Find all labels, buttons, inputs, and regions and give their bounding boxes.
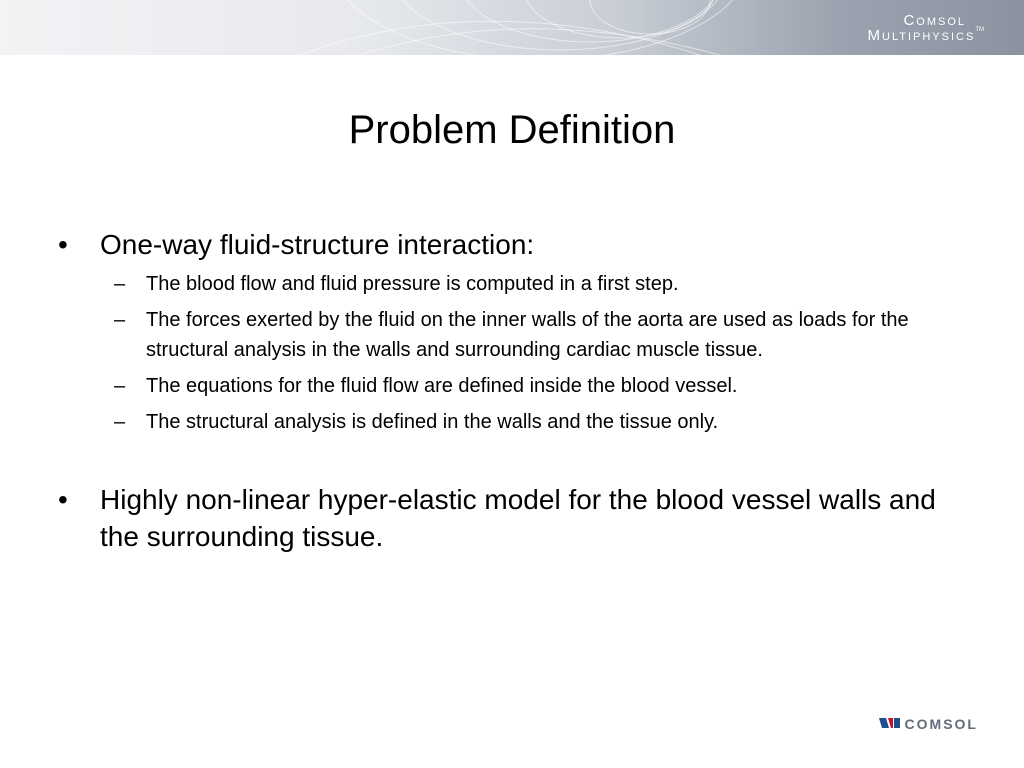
brand-line-comsol: Comsol bbox=[903, 12, 966, 29]
bullet-mark: • bbox=[58, 229, 68, 260]
comsol-logo-icon bbox=[879, 716, 901, 730]
subitem-structural bbox=[58, 407, 978, 437]
brand-line-multiphysics bbox=[868, 27, 984, 44]
header-banner bbox=[0, 0, 1024, 55]
bullet-fsi bbox=[58, 226, 978, 263]
subitem-forces bbox=[58, 305, 978, 365]
brand-multiphysics-text: Multiphysics bbox=[867, 27, 976, 44]
bullet-mark: • bbox=[58, 484, 68, 515]
subitem-text: The equations for the fluid flow are defined inside the blood vessel. bbox=[146, 375, 738, 397]
bullet-hyperelastic bbox=[58, 481, 978, 555]
trademark-mark: TM bbox=[975, 27, 984, 33]
comsol-footer-logo bbox=[879, 714, 978, 734]
slide-title: Problem Definition bbox=[348, 108, 676, 152]
sub-mark: – bbox=[114, 309, 126, 331]
bullet-text: One-way fluid-structure interaction: bbox=[100, 229, 535, 260]
slide-content bbox=[58, 226, 978, 555]
subitem-blood-flow bbox=[58, 269, 978, 299]
spacer bbox=[58, 437, 978, 481]
comsol-multiphysics-logo bbox=[868, 12, 984, 44]
comsol-logo-text: COMSOL bbox=[904, 716, 978, 732]
subitem-fluid-equations bbox=[58, 371, 978, 401]
sub-mark: – bbox=[114, 273, 126, 295]
sub-mark: – bbox=[114, 375, 126, 397]
sub-mark: – bbox=[114, 411, 126, 433]
subitem-text: The blood flow and fluid pressure is computed in a first step. bbox=[146, 273, 679, 295]
bullet-text: Highly non-linear hyper-elastic model for the blood vessel walls and the surrounding tissue. bbox=[100, 484, 936, 552]
subitem-text: The structural analysis is defined in the walls and the tissue only. bbox=[146, 411, 719, 433]
subitem-text: The forces exerted by the fluid on the inner walls of the aorta are used as loads for the structural analysis in the walls and surrounding cardiac muscle tissue. bbox=[146, 309, 909, 361]
